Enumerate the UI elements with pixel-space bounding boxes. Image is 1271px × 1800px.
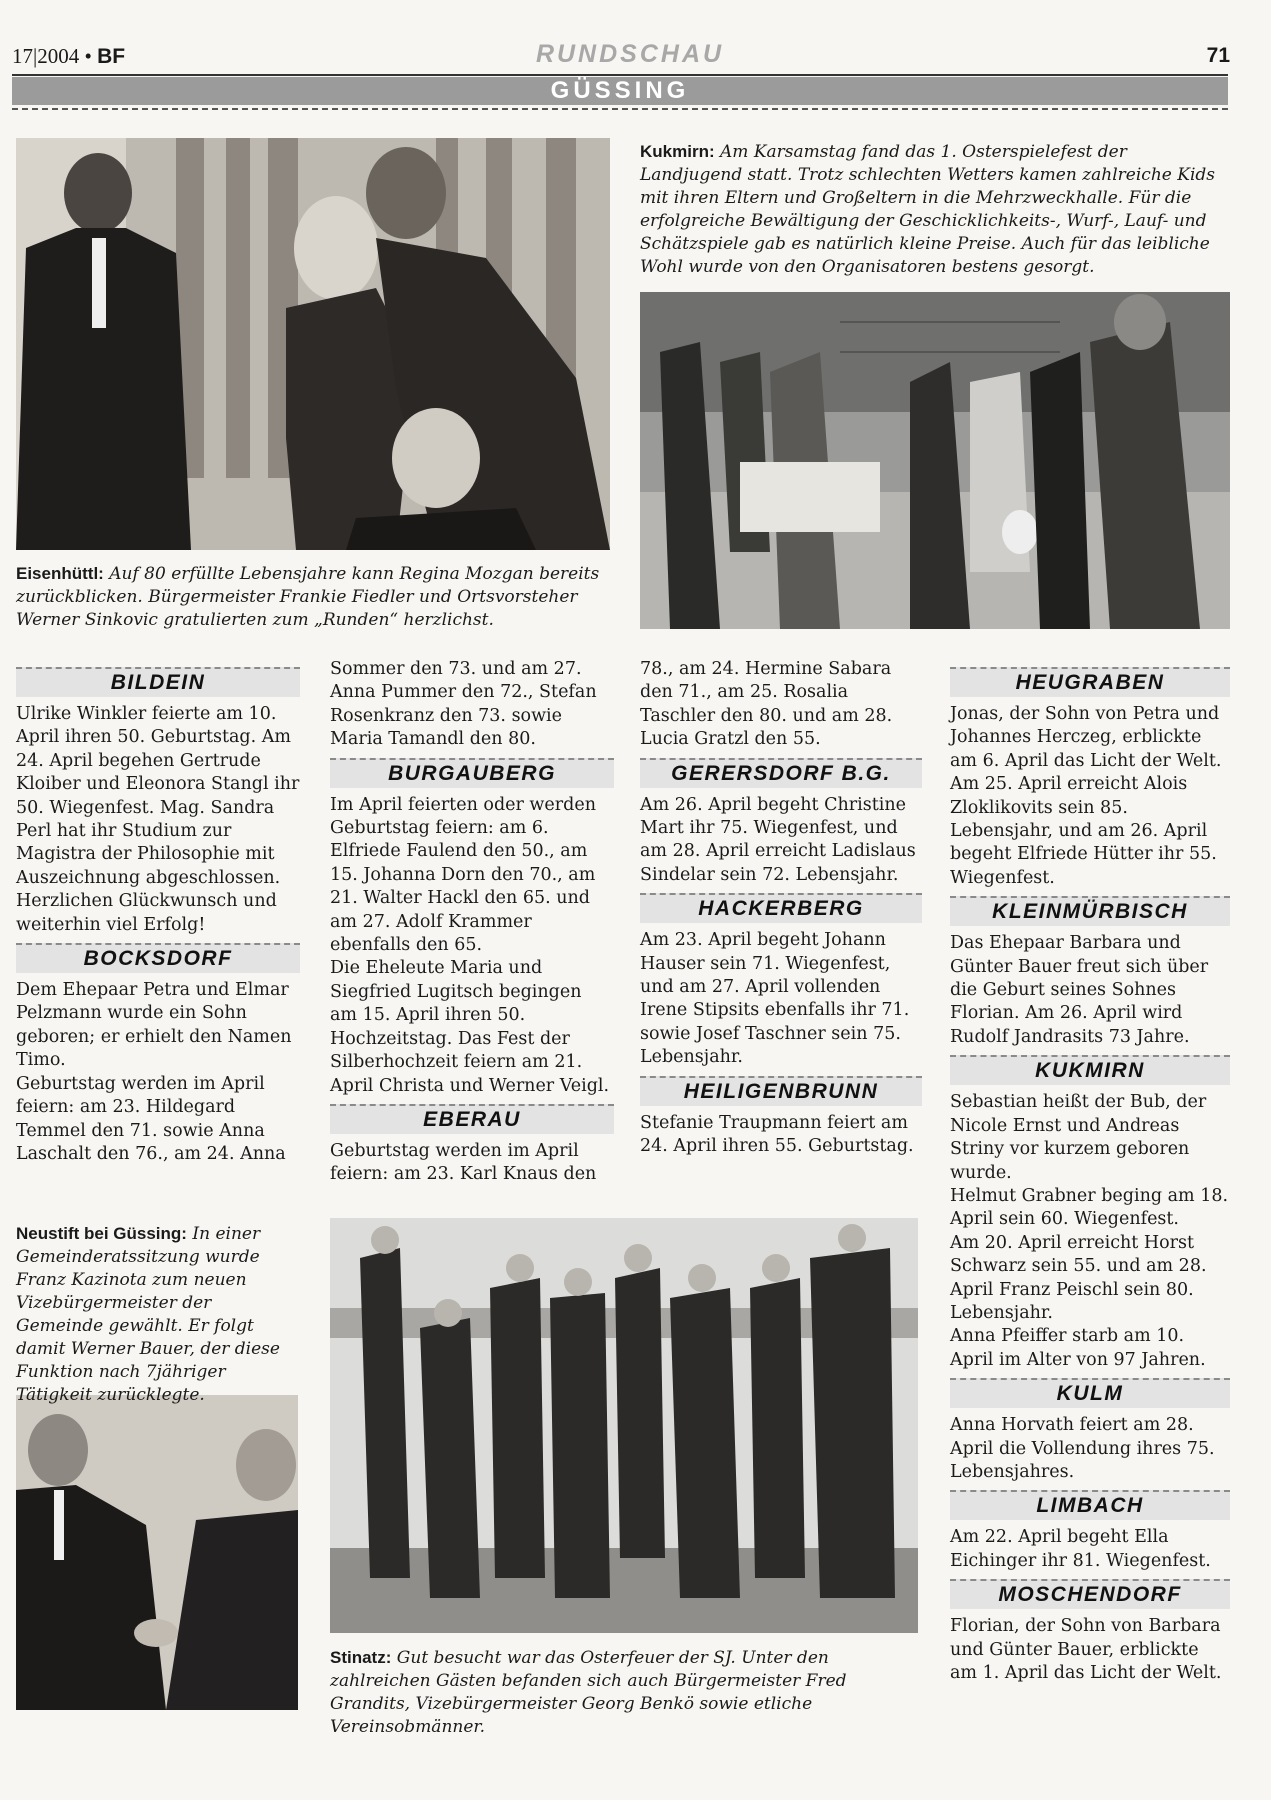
region-title: GÜSSING: [550, 77, 690, 104]
section-text-bocksdorf-3: Sommer den 73. und am 27. Anna Pummer den 72., Stefan Rosenkranz den 73. sowie Maria Tamandl den 80.: [330, 659, 597, 750]
column-2: [330, 658, 614, 1187]
section-text-bocksdorf-2: Geburtstag werden im April feiern: am 23. Hildegard Temmel den 71. sowie Anna Laschalt den 76., am 24. Anna: [16, 1073, 286, 1164]
header-dashed-rule: [12, 108, 1228, 110]
caption-text: In einer Gemeinderatssitzung wurde Franz Kazinota zum neuen Vizebürgermeister der Gemeinde gewählt. Er folgt damit Werner Bauer, der diese Funktion nach 7jähriger Tätigkeit zurücklegte.: [16, 1224, 280, 1405]
caption-text: Gut besucht war das Osterfeuer der SJ. Unter den zahlreichen Gästen befanden sich auch Bürgermeister Fred Grandits, Vizebürgermeister Georg Benkö sowie etliche Vereinsobmänner.: [330, 1648, 847, 1737]
section-heading-kulm: KULM: [950, 1378, 1230, 1408]
section-text-kleinmuerbisch: Das Ehepaar Barbara und Günter Bauer freut sich über die Geburt seines Sohnes Florian. Am 26. April wird Rudolf Jandrasits 73 Jahre.: [950, 933, 1209, 1047]
section-text-heugraben: Jonas, der Sohn von Petra und Johannes Herczeg, erblickte am 6. April das Licht der Welt. Am 25. April erreicht Alois Zloklikovits sein 85. Lebensjahr, und am 26. April begeht Elfriede Hütter ihr 55. Wiegenfest.: [950, 704, 1222, 888]
section-text-eberau-2: 78., am 24. Hermine Sabara den 71., am 25. Rosalia Taschler den 80. und am 28. Lucia Gratzl den 55.: [640, 659, 893, 750]
section-text-burgauberg-2: Die Eheleute Maria und Siegfried Lugitsch begingen am 15. April ihren 50. Hochzeitstag. Das Fest der Silberhochzeit feiern am 21. April Christa und Werner Veigl.: [330, 958, 610, 1096]
caption-neustift: [16, 1222, 300, 1407]
photo-stinatz: [330, 1218, 918, 1633]
section-text-burgauberg-1: Im April feierten oder werden Geburtstag feiern: am 6. Elfriede Faulend den 50., am 15. Johanna Dorn den 70., am 21. Walter Hackl den 65. und am 27. Adolf Krammer ebenfalls den 65.: [330, 794, 596, 956]
section-text-hackerberg: Am 23. April begeht Johann Hauser sein 71. Wiegenfest, und am 27. April vollenden Irene Stipsits ebenfalls ihr 71. sowie Josef Taschner sein 75. Lebensjahr.: [640, 930, 910, 1068]
header-rule: [12, 74, 1228, 76]
section-text-bocksdorf-1: Dem Ehepaar Petra und Elmar Pelzmann wurde ein Sohn geboren; er erhielt den Namen Timo.: [16, 980, 292, 1071]
section-heading-kleinmuerbisch: KLEINMÜRBISCH: [950, 896, 1230, 926]
photo-kukmirn-hall: [640, 292, 1230, 629]
section-text-limbach: Am 22. April begeht Ella Eichinger ihr 81. Wiegenfest.: [950, 1527, 1211, 1571]
caption-stinatz: [330, 1646, 918, 1739]
section-heading-bildein: BILDEIN: [16, 667, 300, 697]
section-heading-hackerberg: HACKERBERG: [640, 893, 922, 923]
caption-place: Neustift bei Güssing:: [16, 1224, 187, 1243]
region-banner: [12, 77, 1228, 105]
caption-place: Stinatz:: [330, 1648, 392, 1667]
caption-text: Am Karsamstag fand das 1. Osterspielefest der Landjugend statt. Trotz schlechten Wetters kamen zahlreiche Kids mit ihren Eltern und Großeltern in die Mehrzweckhalle. Für die erfolgreiche Bewältigung der Geschicklichkeits-, Wurf-, Lauf- und Schätzspiele gab es natürlich kleine Preise. Auch für das leibliche Wohl wurde von den Organisatoren bestens gesorgt.: [640, 142, 1215, 277]
section-heading-burgauberg: BURGAUBERG: [330, 758, 614, 788]
publication-name: BF: [97, 45, 126, 68]
section-heading-limbach: LIMBACH: [950, 1490, 1230, 1520]
column-1: [16, 665, 300, 1166]
section-text-kukmirn-1: Sebastian heißt der Bub, der Nicole Ernst und Andreas Striny vor kurzem geboren wurde.: [950, 1092, 1207, 1183]
section-text-kukmirn-3: Am 20. April erreicht Horst Schwarz sein 55. und am 28. April Franz Peischl sein 80. Lebensjahr.: [950, 1232, 1207, 1323]
section-heading-gerersdorf: GERERSDORF B.G.: [640, 758, 922, 788]
column-4: [950, 665, 1230, 1685]
section-heading-moschendorf: MOSCHENDORF: [950, 1579, 1230, 1609]
caption-kukmirn-easter-games: [640, 140, 1230, 279]
caption-text: Auf 80 erfüllte Lebensjahre kann Regina Mozgan bereits zurückblicken. Bürgermeister Frankie Fiedler und Ortsvorsteher Werner Sinkovic gratulierten zum „Runden“ herzlichst.: [16, 564, 600, 630]
section-heading-heugraben: HEUGRABEN: [950, 667, 1230, 697]
section-text-kulm: Anna Horvath feiert am 28. April die Vollendung ihres 75. Lebensjahres.: [950, 1415, 1215, 1482]
section-text-bildein: Ulrike Winkler feierte am 10. April ihren 50. Geburtstag. Am 24. April begehen Gertrude Kloiber und Eleonora Stangl ihr 50. Wiegenfest. Mag. Sandra Perl hat ihr Studium zur Magistra der Philosophie mit Auszeichnung abgeschlossen. Herzlichen Glückwunsch und weiterhin viel Erfolg!: [16, 704, 300, 935]
section-heading-eberau: EBERAU: [330, 1104, 614, 1134]
caption-place: Kukmirn:: [640, 142, 715, 161]
column-3: [640, 658, 922, 1159]
section-text-moschendorf: Florian, der Sohn von Barbara und Günter Bauer, erblickte am 1. April das Licht der Welt.: [950, 1616, 1222, 1683]
section-title: RUNDSCHAU: [535, 40, 725, 68]
section-text-eberau-1: Geburtstag werden im April feiern: am 23. Karl Knaus den: [330, 1140, 597, 1185]
caption-eisenhuettl: [16, 562, 610, 632]
caption-place: Eisenhüttl:: [16, 564, 104, 583]
section-heading-heiligenbrunn: HEILIGENBRUNN: [640, 1076, 922, 1106]
issue-number: 17|2004 •: [12, 44, 92, 68]
section-text-heiligenbrunn: Stefanie Traupmann feiert am 24. April ihren 55. Geburtstag.: [640, 1112, 914, 1157]
page-number: 71: [1206, 44, 1230, 67]
section-heading-bocksdorf: BOCKSDORF: [16, 943, 300, 973]
section-text-kukmirn-2: Helmut Grabner beging am 18. April sein 60. Wiegenfest.: [950, 1185, 1229, 1230]
photo-eisenhuettl: [16, 138, 610, 550]
section-heading-kukmirn: KUKMIRN: [950, 1055, 1230, 1085]
photo-neustift: [16, 1395, 298, 1710]
section-text-gerersdorf: Am 26. April begeht Christine Mart ihr 75. Wiegenfest, und am 28. April erreicht Ladislaus Sindelar sein 72. Lebensjahr.: [640, 794, 916, 885]
section-text-kukmirn-4: Anna Pfeiffer starb am 10. April im Alter von 97 Jahren.: [950, 1326, 1206, 1370]
issue-label: [12, 44, 125, 69]
